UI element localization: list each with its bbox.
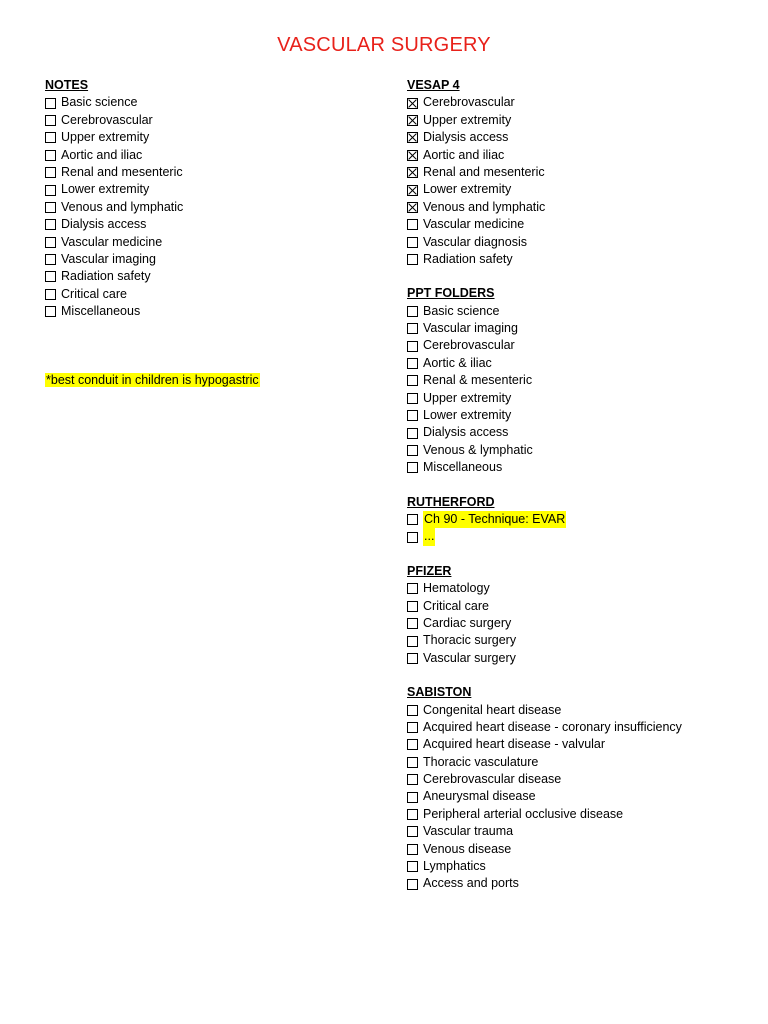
checklist-item-rutherford <box>407 511 747 528</box>
checklist-item-label: Cerebrovascular <box>423 95 515 110</box>
section-heading-sabiston: SABISTON <box>407 685 472 700</box>
checklist-item-label: Upper extremity <box>61 130 150 145</box>
checklist-item-sabiston <box>407 806 747 823</box>
checklist-item-label: Cerebrovascular <box>61 112 153 127</box>
checklist-item-notes <box>45 112 375 129</box>
checkbox-icon[interactable] <box>45 289 56 300</box>
checklist-item-label: Aortic and iliac <box>61 147 143 162</box>
checklist-item-notes <box>45 94 375 111</box>
checklist-rutherford <box>407 511 747 546</box>
checklist-item-label: Aortic and iliac <box>423 147 505 162</box>
checklist-item-label: Upper extremity <box>423 112 512 127</box>
checklist-item-label: Vascular trauma <box>423 824 514 839</box>
left-column <box>45 77 375 337</box>
checkbox-icon[interactable] <box>407 792 418 803</box>
checkbox-icon[interactable] <box>407 601 418 612</box>
checkbox-icon[interactable] <box>407 636 418 647</box>
checklist-item-label: Acquired heart disease - coronary insufficiency <box>423 719 682 734</box>
checklist-item-vesap-4 <box>407 216 747 233</box>
checked-box-icon[interactable] <box>407 115 418 126</box>
checklist-item-label: Lower extremity <box>423 408 512 423</box>
checklist-item-label: Vascular surgery <box>423 650 516 665</box>
checklist-item-label: Lower extremity <box>423 182 512 197</box>
checklist-item-label: Acquired heart disease - valvular <box>423 737 606 752</box>
checklist-item-sabiston <box>407 771 747 788</box>
checklist-item-notes <box>45 129 375 146</box>
checklist-item-label: Thoracic vasculature <box>423 754 539 769</box>
section-notes <box>45 77 375 320</box>
checklist-item-label: Lymphatics <box>423 859 486 874</box>
checklist-item-label: Vascular imaging <box>61 251 156 266</box>
checkbox-icon[interactable] <box>45 115 56 126</box>
checklist-item-label: ... <box>423 528 435 545</box>
checkbox-icon[interactable] <box>45 150 56 161</box>
checklist-item-ppt-folders <box>407 337 747 354</box>
checkbox-icon[interactable] <box>407 722 418 733</box>
checked-box-icon[interactable] <box>407 98 418 109</box>
checklist-item-sabiston <box>407 875 747 892</box>
checked-box-icon[interactable] <box>407 150 418 161</box>
checklist-item-ppt-folders <box>407 320 747 337</box>
checkbox-icon[interactable] <box>45 185 56 196</box>
checklist-item-label: Aneurysmal disease <box>423 789 536 804</box>
checkbox-icon[interactable] <box>407 809 418 820</box>
checklist-item-vesap-4 <box>407 251 747 268</box>
checkbox-icon[interactable] <box>45 132 56 143</box>
checklist-item-pfizer <box>407 580 747 597</box>
checkbox-icon[interactable] <box>407 375 418 386</box>
checked-box-icon[interactable] <box>407 167 418 178</box>
checkbox-icon[interactable] <box>407 410 418 421</box>
checklist-item-label: Radiation safety <box>61 269 151 284</box>
section-heading-notes: NOTES <box>45 78 89 92</box>
checklist-item-label: Critical care <box>61 286 127 301</box>
checklist-item-vesap-4 <box>407 129 747 146</box>
checklist-item-label: Vascular medicine <box>61 234 163 249</box>
checklist-item-label: Venous and lymphatic <box>423 199 546 214</box>
checklist-notes <box>45 94 375 320</box>
checklist-item-label: Vascular diagnosis <box>423 234 527 249</box>
section-pfizer <box>407 563 747 667</box>
checkbox-icon[interactable] <box>45 167 56 178</box>
checklist-item-pfizer <box>407 615 747 632</box>
checklist-item-vesap-4 <box>407 234 747 251</box>
checklist-item-notes <box>45 251 375 268</box>
checklist-item-notes <box>45 268 375 285</box>
checklist-item-label: Dialysis access <box>423 425 509 440</box>
checklist-item-label: Cerebrovascular disease <box>423 772 562 787</box>
checklist-item-label: Hematology <box>423 581 490 596</box>
checklist-item-ppt-folders <box>407 424 747 441</box>
checklist-item-ppt-folders <box>407 407 747 424</box>
checkbox-icon[interactable] <box>407 428 418 439</box>
checklist-item-pfizer <box>407 632 747 649</box>
checkbox-icon[interactable] <box>407 826 418 837</box>
checkbox-icon[interactable] <box>407 341 418 352</box>
checklist-vesap-4 <box>407 94 747 268</box>
checklist-item-sabiston <box>407 736 747 753</box>
checkbox-icon[interactable] <box>407 393 418 404</box>
checklist-item-pfizer <box>407 650 747 667</box>
checklist-item-sabiston <box>407 823 747 840</box>
checklist-item-label: Renal and mesenteric <box>423 164 545 179</box>
checklist-sabiston <box>407 702 747 893</box>
checklist-item-label: Upper extremity <box>423 390 512 405</box>
checklist-item-label: Congenital heart disease <box>423 702 562 717</box>
checklist-item-vesap-4 <box>407 164 747 181</box>
checklist-item-notes <box>45 147 375 164</box>
checklist-item-label: Venous and lymphatic <box>61 199 184 214</box>
checklist-item-ppt-folders <box>407 372 747 389</box>
checkbox-icon[interactable] <box>407 618 418 629</box>
checkbox-icon[interactable] <box>407 514 418 525</box>
checklist-item-label: Thoracic surgery <box>423 633 517 648</box>
checklist-item-notes <box>45 234 375 251</box>
checklist-item-sabiston <box>407 754 747 771</box>
checklist-ppt-folders <box>407 303 747 477</box>
checked-box-icon[interactable] <box>407 202 418 213</box>
checklist-item-label: Peripheral arterial occlusive disease <box>423 806 624 821</box>
checklist-item-sabiston <box>407 788 747 805</box>
checklist-item-sabiston <box>407 858 747 875</box>
checklist-item-sabiston <box>407 719 747 736</box>
section-heading-rutherford: RUTHERFORD <box>407 494 495 509</box>
checklist-item-vesap-4 <box>407 181 747 198</box>
checkbox-icon[interactable] <box>407 254 418 265</box>
checklist-item-label: Miscellaneous <box>61 304 141 319</box>
checkbox-icon[interactable] <box>407 705 418 716</box>
checked-box-icon[interactable] <box>407 185 418 196</box>
checklist-item-label: Vascular imaging <box>423 321 518 336</box>
checkbox-icon[interactable] <box>407 583 418 594</box>
checklist-item-label: Venous disease <box>423 841 512 856</box>
checklist-pfizer <box>407 580 747 667</box>
checklist-item-label: Critical care <box>423 598 489 613</box>
checklist-item-label: Venous & lymphatic <box>423 442 533 457</box>
checklist-item-ppt-folders <box>407 442 747 459</box>
checkbox-icon[interactable] <box>407 219 418 230</box>
checklist-item-ppt-folders <box>407 303 747 320</box>
checklist-item-label: Basic science <box>423 303 500 318</box>
checklist-item-label: Miscellaneous <box>423 460 503 475</box>
checklist-item-label: Aortic & iliac <box>423 355 492 370</box>
checklist-item-vesap-4 <box>407 147 747 164</box>
checklist-item-label: Radiation safety <box>423 251 513 266</box>
checklist-item-vesap-4 <box>407 94 747 111</box>
checkbox-icon[interactable] <box>407 653 418 664</box>
highlight-note <box>45 372 260 389</box>
section-heading-vesap-4: VESAP 4 <box>407 78 460 92</box>
checklist-item-sabiston <box>407 841 747 858</box>
checkbox-icon[interactable] <box>407 445 418 456</box>
checkbox-icon[interactable] <box>407 462 418 473</box>
checkbox-icon[interactable] <box>45 237 56 248</box>
checkbox-icon[interactable] <box>45 271 56 282</box>
checkbox-icon[interactable] <box>407 532 418 543</box>
checkbox-icon[interactable] <box>407 844 418 855</box>
checkbox-icon[interactable] <box>45 219 56 230</box>
checklist-item-label: Lower extremity <box>61 182 150 197</box>
section-rutherford <box>407 494 747 546</box>
checkbox-icon[interactable] <box>407 739 418 750</box>
section-ppt-folders <box>407 285 747 476</box>
section-sabiston <box>407 684 747 893</box>
checklist-item-notes <box>45 303 375 320</box>
checklist-item-rutherford <box>407 528 747 545</box>
checklist-item-notes <box>45 286 375 303</box>
checklist-item-label: Dialysis access <box>61 217 147 232</box>
checkbox-icon[interactable] <box>407 879 418 890</box>
checklist-item-notes <box>45 216 375 233</box>
checkbox-icon[interactable] <box>45 254 56 265</box>
checkbox-icon[interactable] <box>45 98 56 109</box>
checklist-item-ppt-folders <box>407 459 747 476</box>
checklist-item-sabiston <box>407 702 747 719</box>
checkbox-icon[interactable] <box>407 358 418 369</box>
checkbox-icon[interactable] <box>407 774 418 785</box>
section-vesap-4 <box>407 77 747 268</box>
checkbox-icon[interactable] <box>45 202 56 213</box>
checkbox-icon[interactable] <box>407 237 418 248</box>
checklist-item-notes <box>45 181 375 198</box>
checklist-item-pfizer <box>407 598 747 615</box>
checklist-item-label: Renal and mesenteric <box>61 164 183 179</box>
section-heading-pfizer: PFIZER <box>407 563 452 578</box>
right-column <box>407 77 747 910</box>
checkbox-icon[interactable] <box>407 306 418 317</box>
section-heading-ppt-folders: PPT FOLDERS <box>407 286 495 301</box>
checked-box-icon[interactable] <box>407 132 418 143</box>
checkbox-icon[interactable] <box>407 757 418 768</box>
checklist-item-notes <box>45 164 375 181</box>
checklist-item-label: Ch 90 - Technique: EVAR <box>423 511 566 528</box>
checklist-item-ppt-folders <box>407 390 747 407</box>
checklist-item-notes <box>45 199 375 216</box>
checkbox-icon[interactable] <box>407 861 418 872</box>
page-title: VASCULAR SURGERY <box>277 34 491 56</box>
checkbox-icon[interactable] <box>45 306 56 317</box>
checklist-item-label: Vascular medicine <box>423 217 525 232</box>
checklist-item-vesap-4 <box>407 112 747 129</box>
checklist-item-label: Dialysis access <box>423 130 509 145</box>
checklist-item-label: Basic science <box>61 95 138 110</box>
checklist-item-vesap-4 <box>407 199 747 216</box>
checklist-item-label: Cardiac surgery <box>423 615 512 630</box>
highlight-note-text: *best conduit in children is hypogastric <box>46 373 259 387</box>
checklist-item-label: Renal & mesenteric <box>423 373 533 388</box>
checklist-item-ppt-folders <box>407 355 747 372</box>
checklist-item-label: Cerebrovascular <box>423 338 515 353</box>
checkbox-icon[interactable] <box>407 323 418 334</box>
checklist-item-label: Access and ports <box>423 876 519 891</box>
